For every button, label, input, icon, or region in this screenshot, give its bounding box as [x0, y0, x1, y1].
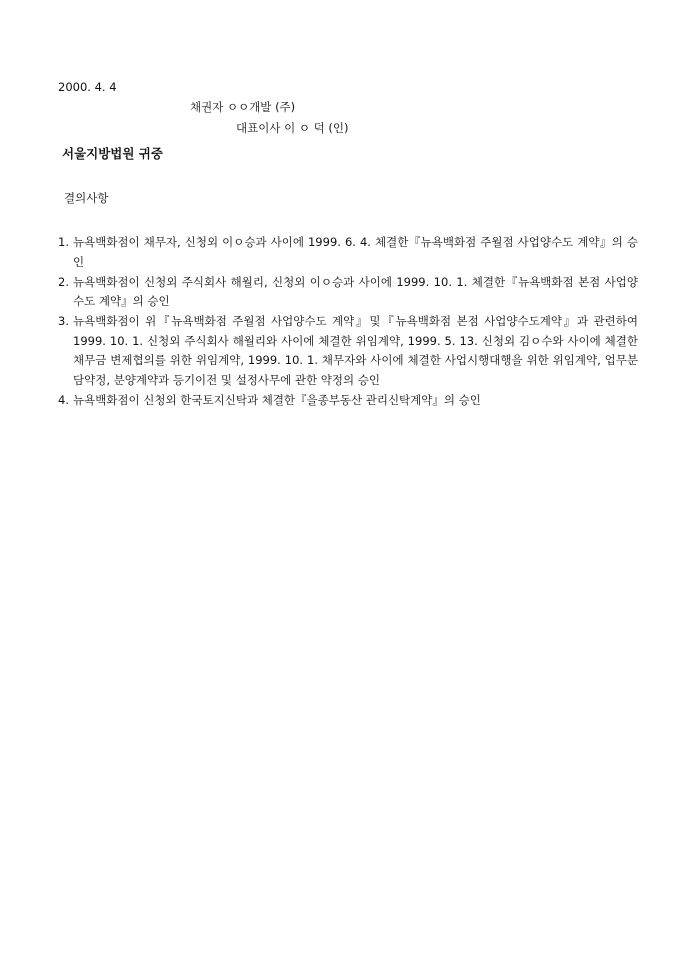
document-date: 2000. 4. 4	[58, 80, 117, 94]
item-number: 1.	[58, 235, 69, 249]
resolution-list	[58, 233, 638, 411]
resolution-item	[58, 233, 638, 272]
creditor-line: 채권자 ㅇㅇ개발 (주)	[190, 100, 296, 114]
item-text: 뉴욕백화점이 채무자, 신청외 이ㅇ승과 사이에 1999. 6. 4. 체결한『뉴욕백화점 주월점 사업양수도 계약』의 승인	[73, 235, 638, 269]
resolution-item	[58, 273, 638, 312]
section-heading: 결의사항	[64, 191, 109, 205]
item-number: 3.	[58, 314, 69, 328]
item-number: 2.	[58, 274, 69, 289]
resolution-item	[58, 312, 638, 390]
resolution-item	[58, 391, 638, 411]
item-text: 뉴욕백화점이 신청외 한국토지신탁과 체결한『을종부동산 관리신탁계약』의 승인	[73, 392, 481, 407]
court-addressee: 서울지방법원 귀중	[62, 146, 163, 161]
item-text: 뉴욕백화점이 신청외 주식회사 해월리, 신청외 이ㅇ승과 사이에 1999. 10. 1. 체결한『뉴욕백화점 본점 사업양수도 계약』의 승인	[73, 274, 638, 308]
item-text: 뉴욕백화점이 위『뉴욕백화점 주월점 사업양수도 계약』및『뉴욕백화점 본점 사업양수도계약』과 관련하여 1999. 10. 1. 신청외 주식회사 해월리와 사이에 체결한 위임계약, 1999. 5. 13. 신청외 김ㅇ수와 사이에 체결한 채무금 변제협의를 위한 위임계약, 1999. 10. 1. 채무자와 사이에 체결한 사업시행대행을 위한 위임계약, 업무분담약정, 분양계약과 등기이전 및 설정사무에 관한 약정의 승인	[73, 314, 638, 387]
item-number: 4.	[58, 392, 69, 407]
representative-line: 대표이사 이 ㅇ 덕 (인)	[236, 121, 349, 135]
